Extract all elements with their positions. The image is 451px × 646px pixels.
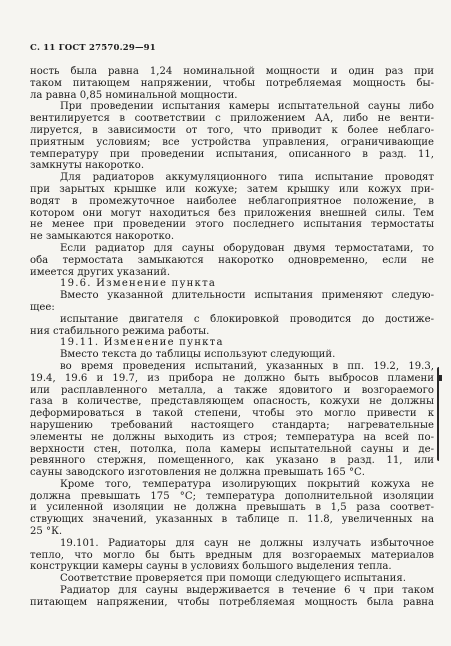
text-line: ревянного стержня, помещенного, как указано в разд. 11, или [30,455,434,467]
page-header: С. 11 ГОСТ 27570.29—91 [30,43,156,53]
text-line: верхности стен, потолка, пола камеры испытательной сауны и де- [30,443,434,455]
text-line: не менее при проведении этого последнего испытания термостаты [30,219,434,231]
text-line: лируется, в зависимости от того, что приводит к более неблаго- [30,124,434,136]
text-line: ность была равна 1,24 номинальной мощности и один раз при [30,66,434,77]
text-line: оба термостата замыкаются накоротко одновременно, если не [30,254,434,266]
text-line: Если радиатор для сауны оборудован двумя термостатами, то [60,242,434,254]
text-line: сауны заводского изготовления не должна превышать 165 °С. [30,467,365,479]
margin-mark-tick [439,375,442,381]
text-line: ла равна 0,85 номинальной мощности. [30,89,238,101]
text-line: замкнуты накоротко. [30,160,145,172]
text-line: элементы не должны выходить из строя; температура на всей по- [30,431,434,443]
text-line: Для радиаторов аккумуляционного типа испытание проводят [60,172,434,184]
text-line: ния стабильного режима работы. [30,325,210,337]
text-line: Вместо текста до таблицы используют следующий. [60,349,336,361]
text-line: испытание двигателя с блокировкой проводится до достиже- [60,313,434,325]
section-heading: 19.6. Изменение пункта [60,278,217,290]
text-line: Вместо указанной длительности испытания применяют следую- [60,290,434,302]
text-line: котором они могут находиться без приложения внешней силы. Тем [30,207,434,219]
text-line: 19.4, 19.6 и 19.7, из прибора не должно быть выбросов пламени [30,372,434,384]
text-line: При проведении испытания камеры испытательной сауны либо [60,101,434,113]
text-line: Соответствие проверяется при помощи следующего испытания. [60,573,406,585]
text-line: во время проведения испытаний, указанных в пп. 19.2, 19.3, [60,360,434,372]
text-line: тепло, что могло бы быть вредным для возгораемых материалов [30,549,434,561]
text-line: таком питающем напряжении, чтобы потребляемая мощность бы- [30,77,434,89]
text-line: Кроме того, температура изолирующих покрытий кожуха не [60,478,434,490]
section-heading: 19.11. Изменение пункта [60,337,224,349]
text-line: температуру при проведении испытания, описанного в разд. 11, [30,148,434,160]
text-line: Радиатор для сауны выдерживается в течение 6 ч при таком [60,585,434,597]
text-line: имеется других указаний. [30,266,171,278]
text-line: водят в промежуточное наиболее неблагоприятное положение, в [30,195,434,207]
text-line: конструкции камеры сауны в условиях большого выделения тепла. [30,561,392,573]
text-line: должна превышать 175 °С; температура дополнительной изоляции [30,490,434,502]
text-line: или расплавленного металла, а также ядовитого и возгораемого [30,384,434,396]
body-text [30,66,434,609]
text-line: питающем напряжении, чтобы потребляемая мощность была равна [30,596,434,608]
text-line: ствующих значений, указанных в таблице п. 11.8, увеличенных на [30,514,434,526]
margin-mark [437,367,444,461]
text-line: не замыкаются накоротко. [30,231,175,243]
text-line: вентилируется в соответствии с приложением АА, либо не венти- [30,113,434,125]
text-line: приятным условиям; все устройства управления, ограничивающие [30,136,434,148]
text-line: нарушению требований настоящего стандарта; нагревательные [30,419,434,431]
text-line: при зарытых крышке или кожухе; затем крышку или кожух при- [30,183,434,195]
text-line: 19.101. Радиаторы для саун не должны излучать избыточное [60,537,434,549]
text-line: деформироваться в такой степени, чтобы это могло привести к [30,408,434,420]
text-line: щее: [30,301,55,313]
text-line: 25 °К. [30,526,63,538]
text-line: и усиленной изоляции не должна превышать в 1,5 раза соответ- [30,502,434,514]
text-line: газа в количестве, представляющем опасность, кожухи не должны [30,396,434,408]
